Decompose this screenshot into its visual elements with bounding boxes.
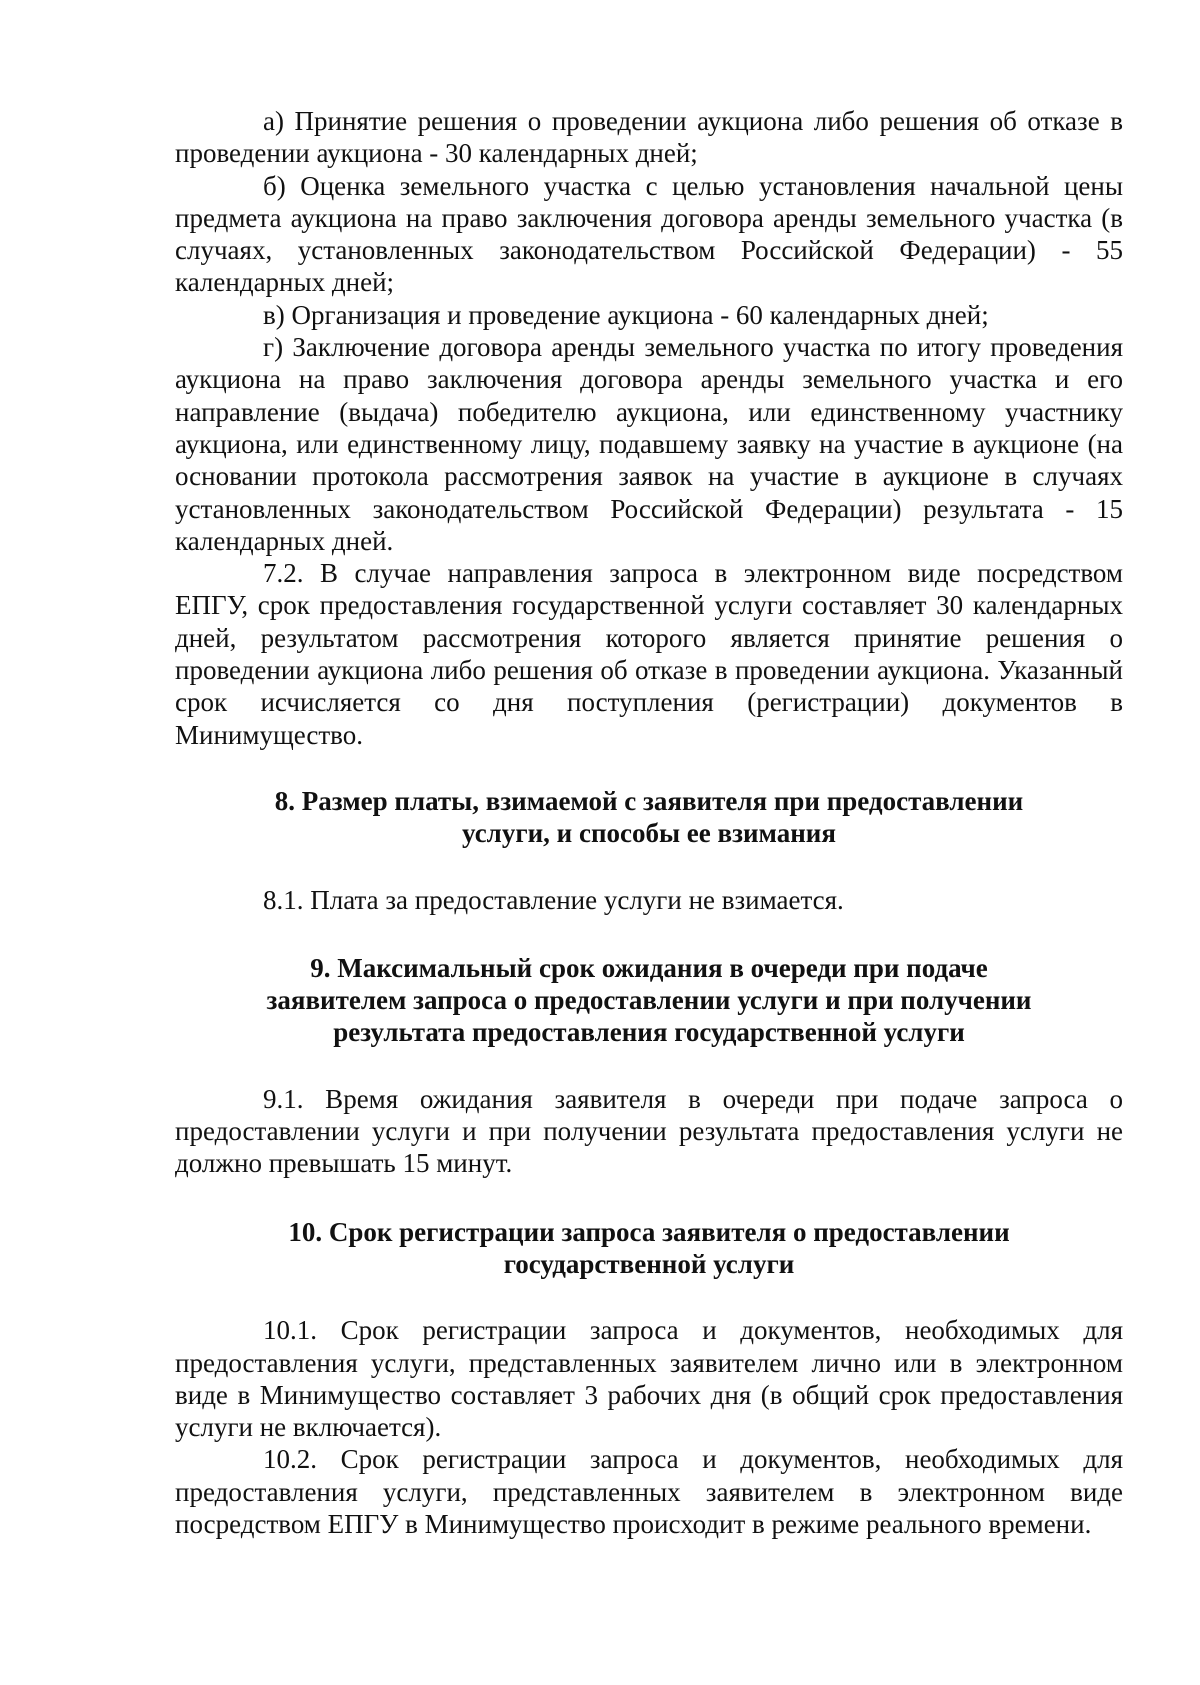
section-9-heading-line-1: 9. Максимальный срок ожидания в очереди при подаче	[310, 952, 988, 983]
paragraph-8-1: 8.1. Плата за предоставление услуги не взимается.	[263, 884, 844, 915]
document-body	[175, 105, 1123, 1540]
section-9-heading-line-2: заявителем запроса о предоставлении услуги и при получении	[266, 985, 1032, 1016]
spacer	[175, 1049, 1123, 1083]
section-10-heading	[175, 1216, 1123, 1281]
section-8-heading	[175, 785, 1123, 850]
section-10-heading-line-2: государственной услуги	[503, 1248, 795, 1279]
section-9-heading-line-3: результата предоставления государственной услуги	[333, 1017, 965, 1048]
section-10-heading-line-1: 10. Срок регистрации запроса заявителя о предоставлении	[288, 1216, 1010, 1247]
paragraph-7-1-b: б) Оценка земельного участка с целью установления начальной цены предмета аукциона на право заключения договора аренды земельного участка (в случаях, установленных законодательством Российской Федерации) - 55 календарных дней;	[175, 170, 1123, 298]
paragraph-9-1: 9.1. Время ожидания заявителя в очереди при подаче запроса о предоставлении услуги и при получении результата предоставления услуги не должно превышать 15 минут.	[175, 1083, 1123, 1179]
spacer	[175, 751, 1123, 785]
spacer	[175, 850, 1123, 884]
paragraph-7-1-v: в) Организация и проведение аукциона - 60 календарных дней;	[263, 299, 989, 330]
spacer	[175, 1280, 1123, 1314]
section-8-heading-line-1: 8. Размер платы, взимаемой с заявителя при предоставлении	[274, 785, 1024, 816]
section-9-heading	[175, 952, 1123, 1049]
spacer	[175, 1180, 1123, 1216]
paragraph-7-2: 7.2. В случае направления запроса в электронном виде посредством ЕПГУ, срок предоставления государственной услуги составляет 30 календарных дней, результатом рассмотрения которого является принятие решения о проведении аукциона либо решения об отказе в проведении аукциона. Указанный срок исчисляется со дня поступления (регистрации) документов в Минимущество.	[175, 558, 1123, 750]
section-8-heading-line-2: услуги, и способы ее взимания	[462, 818, 836, 849]
paragraph-10-1: 10.1. Срок регистрации запроса и документов, необходимых для предоставления услуги, представленных заявителем лично или в электронном виде в Минимущество составляет 3 рабочих дня (в общий срок предоставления услуги не включается).	[175, 1315, 1123, 1443]
paragraph-7-1-g: г) Заключение договора аренды земельного участка по итогу проведения аукциона на право заключения договора аренды земельного участка и его направление (выдача) победителю аукциона, или единственному участнику аукциона, или единственному лицу, подавшему заявку на участие в аукционе (на основании протокола рассмотрения заявок на участие в аукционе в случаях установленных законодательством Российской Федерации) результата - 15 календарных дней.	[175, 332, 1123, 556]
paragraph-10-2: 10.2. Срок регистрации запроса и документов, необходимых для предоставления услуги, представленных заявителем в электронном виде посредством ЕПГУ в Минимущество происходит в режиме реального времени.	[175, 1444, 1123, 1539]
paragraph-7-1-a: а) Принятие решения о проведении аукциона либо решения об отказе в проведении аукциона - 30 календарных дней;	[175, 106, 1123, 169]
spacer	[175, 916, 1123, 952]
